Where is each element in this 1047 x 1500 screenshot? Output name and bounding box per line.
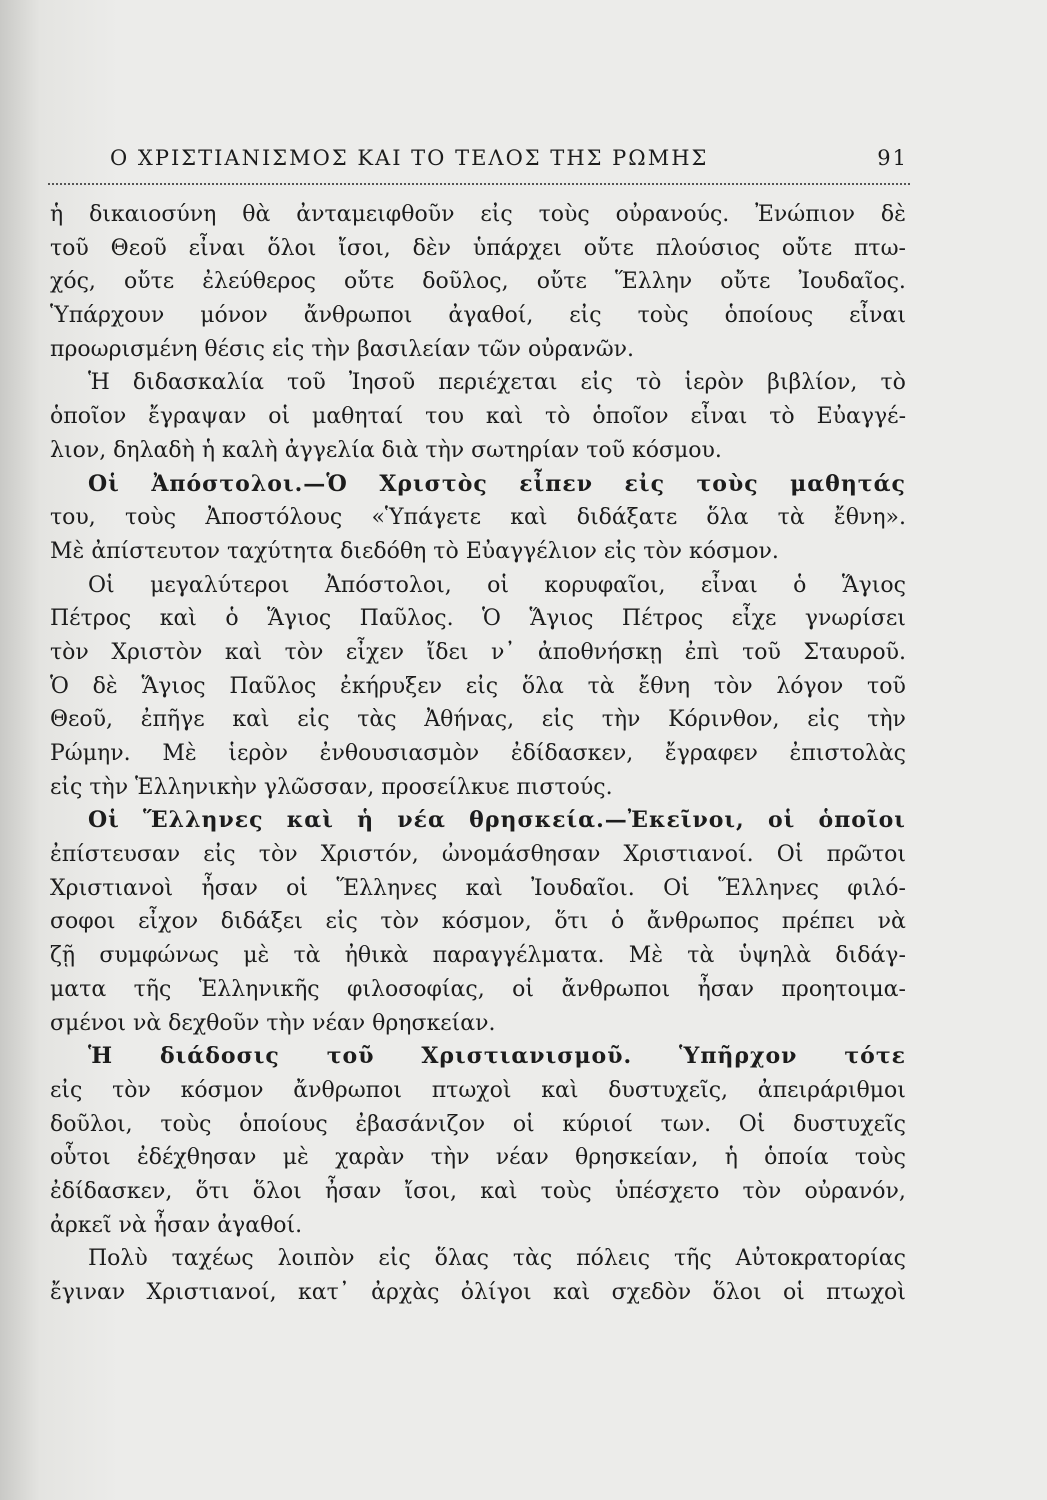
- text-line: εἰς τὸν κόσμον ἄνθρωποι πτωχοὶ καὶ δυστυχεῖς, ἀπειράριθμοι: [50, 1077, 906, 1103]
- text-line: Ρώμην. Μὲ ἱερὸν ἐνθουσιασμὸν ἐδίδασκεν, ἔγραφεν ἐπιστολὰς: [50, 741, 906, 766]
- running-header: [110, 146, 908, 170]
- text-line: Ἡ διδασκαλία τοῦ Ἰησοῦ περιέχεται εἰς τὸ ἱερὸν βιβλίον, τὸ: [88, 370, 906, 396]
- text-line: ματα τῆς Ἑλληνικῆς φιλοσοφίας, οἱ ἄνθρωποι ἦσαν προητοιμα-: [50, 976, 906, 1002]
- text-line: οὗτοι ἐδέχθησαν μὲ χαρὰν τὴν νέαν θρησκείαν, ἡ ὁποία τοὺς: [50, 1145, 906, 1171]
- text-line: Μὲ ἀπίστευτον ταχύτητα διεδόθη τὸ Εὐαγγέλιον εἰς τὸν κόσμον.: [50, 538, 779, 564]
- text-line: λιον, δηλαδὴ ἡ καλὴ ἀγγελία διὰ τὴν σωτηρίαν τοῦ κόσμου.: [50, 437, 722, 463]
- text-line: Ὑπάρχουν μόνον ἄνθρωποι ἀγαθοί, εἰς τοὺς ὁποίους εἶναι: [50, 303, 906, 329]
- text-line: Ὁ δὲ Ἅγιος Παῦλος ἐκήρυξεν εἰς ὅλα τὰ ἔθνη τὸν λόγον τοῦ: [50, 673, 906, 699]
- page-number: 91: [877, 146, 908, 170]
- text-line: δοῦλοι, τοὺς ὁποίους ἐβασάνιζον οἱ κύριοί των. Οἱ δυστυχεῖς: [50, 1111, 906, 1137]
- text-line: χός, οὔτε ἐλεύθερος οὔτε δοῦλος, οὔτε Ἕλλην οὔτε Ἰουδαῖος.: [50, 269, 906, 295]
- text-line: Χριστιανοὶ ἦσαν οἱ Ἕλληνες καὶ Ἰουδαῖοι. Οἱ Ἕλληνες φιλό-: [50, 875, 906, 901]
- body-text: [50, 198, 906, 1310]
- text-line: εἰς τὴν Ἑλληνικὴν γλῶσσαν, προσείλκυε πιστούς.: [50, 774, 613, 800]
- text-line: ἡ δικαιοσύνη θὰ ἀνταμειφθοῦν εἰς τοὺς οὐρανούς. Ἐνώπιον δὲ: [50, 202, 906, 227]
- text-line: του, τοὺς Ἀποστόλους «Ὑπάγετε καὶ διδάξατε ὅλα τὰ ἔθνη».: [50, 505, 906, 531]
- text-line: ἔγιναν Χριστιανοί, κατ᾿ ἀρχὰς ὀλίγοι καὶ σχεδὸν ὅλοι οἱ πτωχοὶ: [50, 1280, 906, 1305]
- text-line: σοφοι εἶχον διδάξει εἰς τὸν κόσμον, ὅτι ὁ ἄνθρωπος πρέπει νὰ: [50, 909, 906, 935]
- text-line: ἐδίδασκεν, ὅτι ὅλοι ἦσαν ἴσοι, καὶ τοὺς ὑπέσχετο τὸν οὐρανόν,: [50, 1178, 906, 1204]
- section-heading-apostles: Οἱ Ἀπόστολοι.—Ὁ Χριστὸς εἶπεν εἰς τοὺς μαθητάς: [88, 470, 906, 497]
- text-line: ζῇ συμφώνως μὲ τὰ ἠθικὰ παραγγέλματα. Μὲ τὰ ὑψηλὰ διδάγ-: [50, 943, 906, 969]
- text-line: τοῦ Θεοῦ εἶναι ὅλοι ἴσοι, δὲν ὑπάρχει οὔτε πλούσιος οὔτε πτω-: [50, 235, 906, 261]
- section-heading-spread: Ἡ διάδοσις τοῦ Χριστιανισμοῦ. Ὑπῆρχον τότε: [88, 1043, 906, 1070]
- text-line: Πέτρος καὶ ὁ Ἅγιος Παῦλος. Ὁ Ἅγιος Πέτρος εἶχε γνωρίσει: [50, 606, 906, 632]
- header-title: Ο ΧΡΙΣΤΙΑΝΙΣΜΟΣ ΚΑΙ ΤΟ ΤΕΛΟΣ ΤΗΣ ΡΩΜΗΣ: [110, 146, 709, 170]
- text-line: ὁποῖον ἔγραψαν οἱ μαθηταί του καὶ τὸ ὁποῖον εἶναι τὸ Εὐαγγέ-: [50, 404, 906, 430]
- text-line: Οἱ μεγαλύτεροι Ἀπόστολοι, οἱ κορυφαῖοι, εἶναι ὁ Ἅγιος: [88, 572, 906, 598]
- text-line: Πολὺ ταχέως λοιπὸν εἰς ὅλας τὰς πόλεις τῆς Αὐτοκρατορίας: [88, 1246, 906, 1272]
- text-line: Θεοῦ, ἐπῆγε καὶ εἰς τὰς Ἀθήνας, εἰς τὴν Κόρινθον, εἰς τὴν: [50, 707, 906, 733]
- text-line: ἀρκεῖ νὰ ἦσαν ἀγαθοί.: [50, 1212, 303, 1238]
- text-line: σμένοι νὰ δεχθοῦν τὴν νέαν θρησκείαν.: [50, 1010, 496, 1036]
- text-line: ἐπίστευσαν εἰς τὸν Χριστόν, ὠνομάσθησαν Χριστιανοί. Οἱ πρῶτοι: [50, 842, 906, 868]
- text-line: προωρισμένη θέσις εἰς τὴν βασιλείαν τῶν οὐρανῶν.: [50, 336, 635, 362]
- text-line: τὸν Χριστὸν καὶ τὸν εἶχεν ἴδει ν᾿ ἀποθνήσκῃ ἐπὶ τοῦ Σταυροῦ.: [50, 639, 906, 665]
- header-rule: [48, 183, 910, 185]
- section-heading-greeks: Οἱ Ἕλληνες καὶ ἡ νέα θρησκεία.—Ἐκεῖνοι, οἱ ὁποῖοι: [88, 807, 906, 834]
